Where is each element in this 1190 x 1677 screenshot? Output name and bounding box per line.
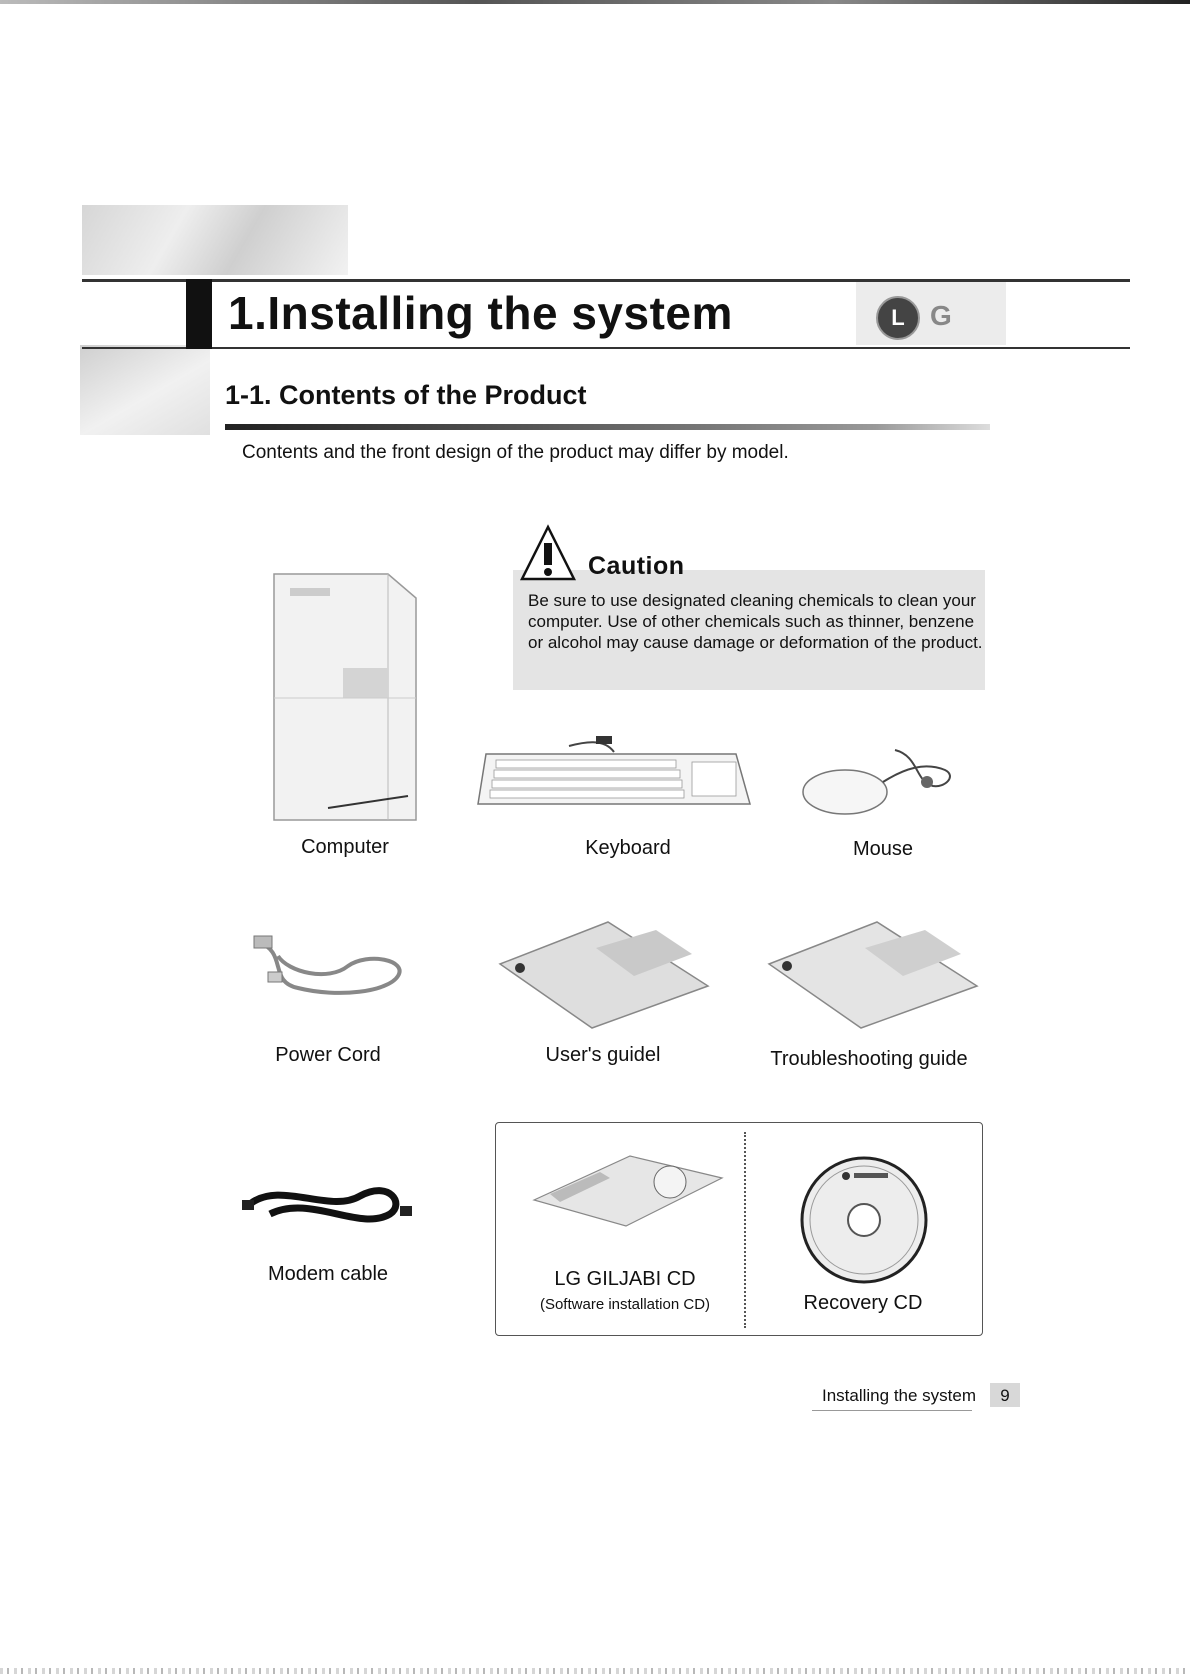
- label-users-guide: User's guidel: [545, 1044, 661, 1066]
- label-modem-cable: Modem cable: [267, 1263, 389, 1285]
- modem-cable-image: [240, 1174, 415, 1230]
- troubleshooting-guide-book-image: [765, 918, 980, 1030]
- users-guide-book-image: [496, 918, 711, 1030]
- caution-text: Be sure to use designated cleaning chemicals to clean your computer. Use of other chemicals such as thinner, benzene or alcohol may cause damage or deformation of the product.: [528, 591, 983, 652]
- label-giljabi-cd: LG GILJABI CD: [554, 1268, 696, 1290]
- scan-edge-bottom: [0, 1668, 1190, 1674]
- giljabi-cd-case-image: [530, 1150, 725, 1230]
- section-title: 1-1. Contents of the Product: [225, 380, 587, 410]
- computer-tower-image: [268, 568, 418, 826]
- label-computer: Computer: [301, 836, 389, 858]
- scan-edge-top: [0, 0, 1190, 4]
- keyboard-image: [474, 728, 754, 814]
- recovery-cd-disc-image: [798, 1154, 930, 1286]
- chapter-title: 1.Installing the system: [228, 287, 733, 339]
- lg-logo-icon: L: [876, 296, 920, 340]
- header-photo-banner: [82, 205, 348, 275]
- footer-rule: [812, 1410, 972, 1411]
- warning-triangle-icon: [518, 523, 586, 583]
- title-accent-bar: [186, 279, 212, 349]
- label-mouse: Mouse: [852, 838, 914, 860]
- section-rule: [225, 424, 990, 430]
- label-giljabi-cd-note: (Software installation CD): [539, 1296, 711, 1313]
- caution-heading: Caution: [588, 552, 685, 580]
- header-photo-side: [80, 345, 210, 435]
- power-cord-image: [248, 932, 408, 1010]
- header-rule-bottom: [82, 347, 1130, 349]
- page-number: 9: [990, 1383, 1020, 1407]
- lg-logo-text: G: [930, 300, 952, 331]
- label-power-cord: Power Cord: [275, 1044, 381, 1066]
- cd-bundle-divider: [744, 1132, 746, 1328]
- label-troubleshooting-guide: Troubleshooting guide: [770, 1048, 968, 1070]
- section-intro: Contents and the front design of the product may differ by model.: [242, 442, 789, 463]
- label-keyboard: Keyboard: [585, 837, 671, 859]
- mouse-image: [795, 738, 965, 818]
- label-recovery-cd: Recovery CD: [803, 1292, 923, 1314]
- footer-section-label: Installing the system: [822, 1386, 977, 1405]
